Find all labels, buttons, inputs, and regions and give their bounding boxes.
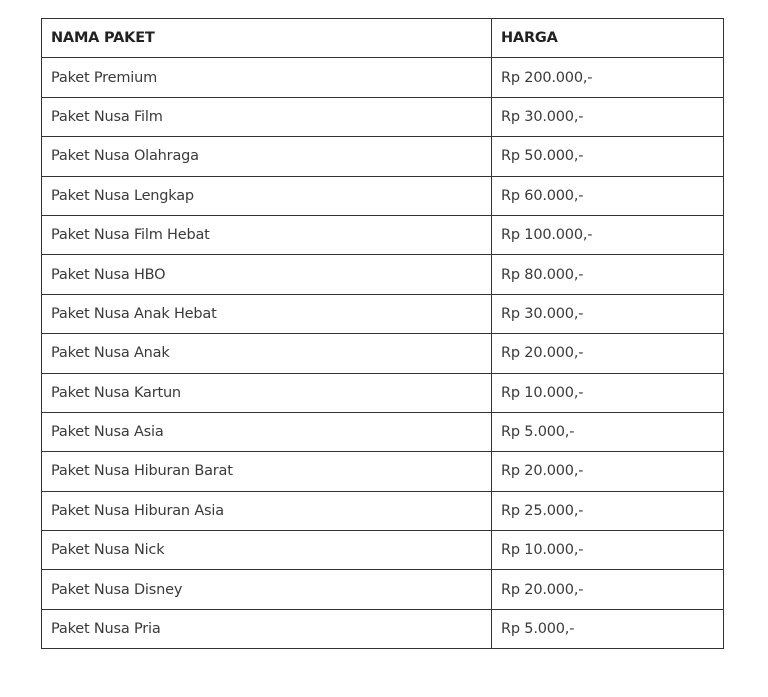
package-price: Rp 5.000,- xyxy=(492,412,724,451)
package-price: Rp 30.000,- xyxy=(492,97,724,136)
package-price: Rp 60.000,- xyxy=(492,176,724,215)
package-price: Rp 100.000,- xyxy=(492,215,724,254)
table-row xyxy=(42,412,724,451)
header-package-name: NAMA PAKET xyxy=(42,19,492,58)
package-price: Rp 20.000,- xyxy=(492,452,724,491)
table-row xyxy=(42,334,724,373)
table-header-row xyxy=(42,19,724,58)
package-price: Rp 200.000,- xyxy=(492,58,724,97)
table-row xyxy=(42,452,724,491)
header-price: HARGA xyxy=(492,19,724,58)
package-name: Paket Nusa Pria xyxy=(42,609,492,648)
package-name: Paket Nusa Asia xyxy=(42,412,492,451)
package-name: Paket Nusa Anak xyxy=(42,334,492,373)
table-row xyxy=(42,58,724,97)
package-price: Rp 50.000,- xyxy=(492,137,724,176)
package-price: Rp 20.000,- xyxy=(492,570,724,609)
package-name: Paket Premium xyxy=(42,58,492,97)
table-row xyxy=(42,137,724,176)
table-row xyxy=(42,609,724,648)
package-price: Rp 80.000,- xyxy=(492,255,724,294)
package-price: Rp 30.000,- xyxy=(492,294,724,333)
package-name: Paket Nusa Anak Hebat xyxy=(42,294,492,333)
table-row xyxy=(42,531,724,570)
package-name: Paket Nusa Olahraga xyxy=(42,137,492,176)
package-name: Paket Nusa Film xyxy=(42,97,492,136)
table-row xyxy=(42,570,724,609)
package-price: Rp 20.000,- xyxy=(492,334,724,373)
package-name: Paket Nusa Hiburan Barat xyxy=(42,452,492,491)
table-row xyxy=(42,97,724,136)
package-name: Paket Nusa Disney xyxy=(42,570,492,609)
table-row xyxy=(42,215,724,254)
package-price: Rp 25.000,- xyxy=(492,491,724,530)
package-name: Paket Nusa Kartun xyxy=(42,373,492,412)
table-row xyxy=(42,294,724,333)
table-row xyxy=(42,176,724,215)
package-name: Paket Nusa Lengkap xyxy=(42,176,492,215)
package-name: Paket Nusa Film Hebat xyxy=(42,215,492,254)
table-row xyxy=(42,373,724,412)
package-name: Paket Nusa HBO xyxy=(42,255,492,294)
package-price: Rp 10.000,- xyxy=(492,531,724,570)
table-row xyxy=(42,255,724,294)
package-price-table xyxy=(41,18,724,649)
table-row xyxy=(42,491,724,530)
package-price: Rp 10.000,- xyxy=(492,373,724,412)
package-name: Paket Nusa Nick xyxy=(42,531,492,570)
package-name: Paket Nusa Hiburan Asia xyxy=(42,491,492,530)
package-price: Rp 5.000,- xyxy=(492,609,724,648)
